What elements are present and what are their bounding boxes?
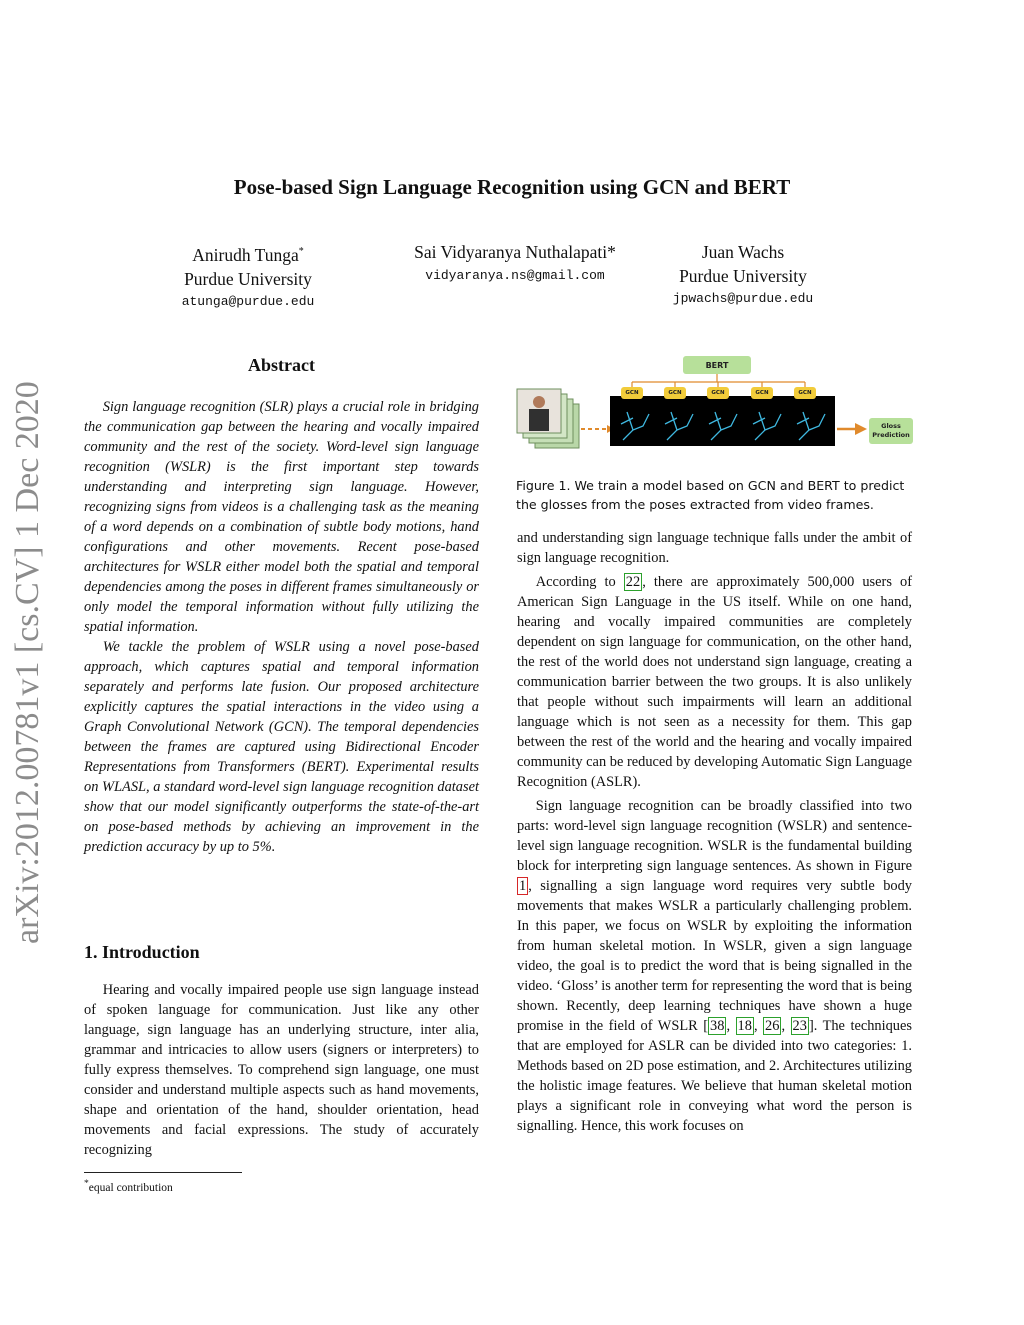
citation-22[interactable]: 22 [625, 574, 641, 590]
right-column [517, 528, 912, 1140]
author-1-mark: * [298, 246, 304, 257]
author-1-name: Anirudh Tunga [192, 244, 299, 265]
introduction-section [84, 942, 479, 1164]
author-1-email[interactable]: atunga@purdue.edu [181, 293, 315, 309]
author-1 [148, 240, 348, 313]
arxiv-identifier: arXiv:2012.00781v1 [cs.CV] 1 Dec 2020 [9, 381, 46, 944]
author-3 [643, 240, 843, 310]
gcn-bert-connectors [632, 374, 805, 387]
signer-body [529, 409, 549, 431]
signer-head [533, 396, 545, 408]
output-arrow-head [855, 423, 867, 435]
introduction-paragraph-1: Hearing and vocally impaired people use sign language instead of spoken language for communication. Just like any other language, sign language has an underlying structure, inter alia, grammar and intricacies to allow users (signers or interpreters) to fully express themselves. To comprehend sign language, one must consider and understand multiple aspects such as hand movements, shape and orientation of the hand, shoulder orientation, head movements and facial expressions. The study of accurately recognizing [84, 982, 479, 1158]
paper-title: Pose-based Sign Language Recognition using GCN and BERT [233, 175, 791, 199]
author-3-affiliation: Purdue University [679, 266, 807, 286]
gloss-label-2: Prediction [872, 431, 910, 439]
author-2-name: Sai Vidyaranya Nuthalapati* [414, 242, 616, 262]
gcn-block-1: GCN [621, 387, 643, 399]
bert-block: BERT [683, 356, 751, 374]
gcn-block-5: GCN [794, 387, 816, 399]
citation-38[interactable]: 38 [710, 1018, 725, 1034]
abstract-paragraph-1: Sign language recognition (SLR) plays a crucial role in bridging the communication gap between the hearing and vocally impaired community and the rest of the society. Word-level sign language recognition (WSLR) is the first important step towards understanding and interpreting sign language. However, recognizing signs from videos is a challenging task as the meaning of a word depends on a combination of subtle body motions, hand configurations and other movements. Recent pose-based architectures for WSLR either model both the spatial and temporal dependencies among the poses in different frames simultaneously or only model the temporal information without fully utilizing the spatial information. [84, 399, 479, 635]
footnote: *equal contribution [84, 1178, 173, 1194]
citation-18[interactable]: 18 [737, 1018, 752, 1034]
author-3-name: Juan Wachs [701, 242, 785, 262]
gloss-label-1: Gloss [881, 422, 901, 430]
figure-1-caption: Figure 1. We train a model based on GCN and BERT to predict the glosses from the poses extracted from video frames. [516, 478, 905, 512]
footnote-rule [84, 1172, 242, 1173]
author-1-affiliation: Purdue University [184, 268, 312, 289]
right-paragraph-0: and understanding sign language technique falls under the ambit of sign language recognition. [517, 530, 912, 566]
abstract-section [84, 355, 479, 857]
right-paragraph-1: According to 22 , there are approximately 500,000 users of American Sign Language in the US itself. While on one hand, hearing and vocally impaired communities are completely dependent on sign language for communication, on the other hand, the rest of the world does not understand sign language, creating a communication barrier between the two groups. It is also unlikely that people without such impairments will learn an additional language which is not seen as a necessity for them. This gap between the rest of the world and the hearing and vocally impaired community can be reduced by developing Automatic Sign Language Recognition (ASLR). [517, 574, 912, 790]
author-3-email[interactable]: jpwachs@purdue.edu [672, 291, 814, 306]
gloss-prediction-block [869, 418, 913, 444]
footnote-text: equal contribution [88, 1181, 173, 1194]
introduction-heading: 1. Introduction [84, 942, 200, 962]
citation-26[interactable]: 26 [765, 1018, 780, 1034]
right-paragraph-2: Sign language recognition can be broadly classified into two parts: word-level sign language recognition (WSLR) and sentence-level sign language recognition. WSLR is the fundamental building block for interpreting sign language sentences. As shown in Figure 1 , signalling a sign language word requires very subtle body movements that makes WSLR a particularly challenging problem. In this paper, we focus on WSLR by exploiting the information from human skeletal motion. In WSLR, given a sign language video, the goal is to predict the word that is being signalled in the video. ‘Gloss’ is another term for representing the word that is being shown. Recently, deep learning techniques have shown a huge promise in the field of WSLR [ 38 , 18 , 26 , 23 ]. The techniques that are employed for ASLR can be divided into two categories: 1. Methods based on 2D pose estimation, and 2. Architectures utilizing the holistic image features. We believe that human skeletal motion plays a significant role in conveying what word the person is signalling. Hence, this work focuses on [517, 798, 912, 1134]
author-2 [360, 240, 670, 288]
gcn-block-4: GCN [751, 387, 773, 399]
abstract-heading: Abstract [248, 355, 315, 375]
citation-23[interactable]: 23 [792, 1018, 807, 1034]
abstract-paragraph-2: We tackle the problem of WSLR using a novel pose-based approach, which captures spatial and temporal information separately and performs late fusion. Our proposed architecture explicitly captures the spatial interactions in the video using a Graph Convolutional Network (GCN). The temporal dependencies between the frames are captured using Bidirectional Encoder Representations from Transformers (BERT). Experimental results on WLASL, a standard word-level sign language recognition dataset show that our model significantly outperforms the state-of-the-art on pose-based methods by achieving an improvement in the prediction accuracy by up to 5%. [84, 639, 479, 855]
figure-1 [515, 352, 915, 467]
gcn-block-2: GCN [664, 387, 686, 399]
author-2-email[interactable]: vidyaranya.ns@gmail.com [425, 268, 605, 283]
figure-1-reference[interactable]: 1 [519, 878, 527, 894]
gcn-block-3: GCN [707, 387, 729, 399]
